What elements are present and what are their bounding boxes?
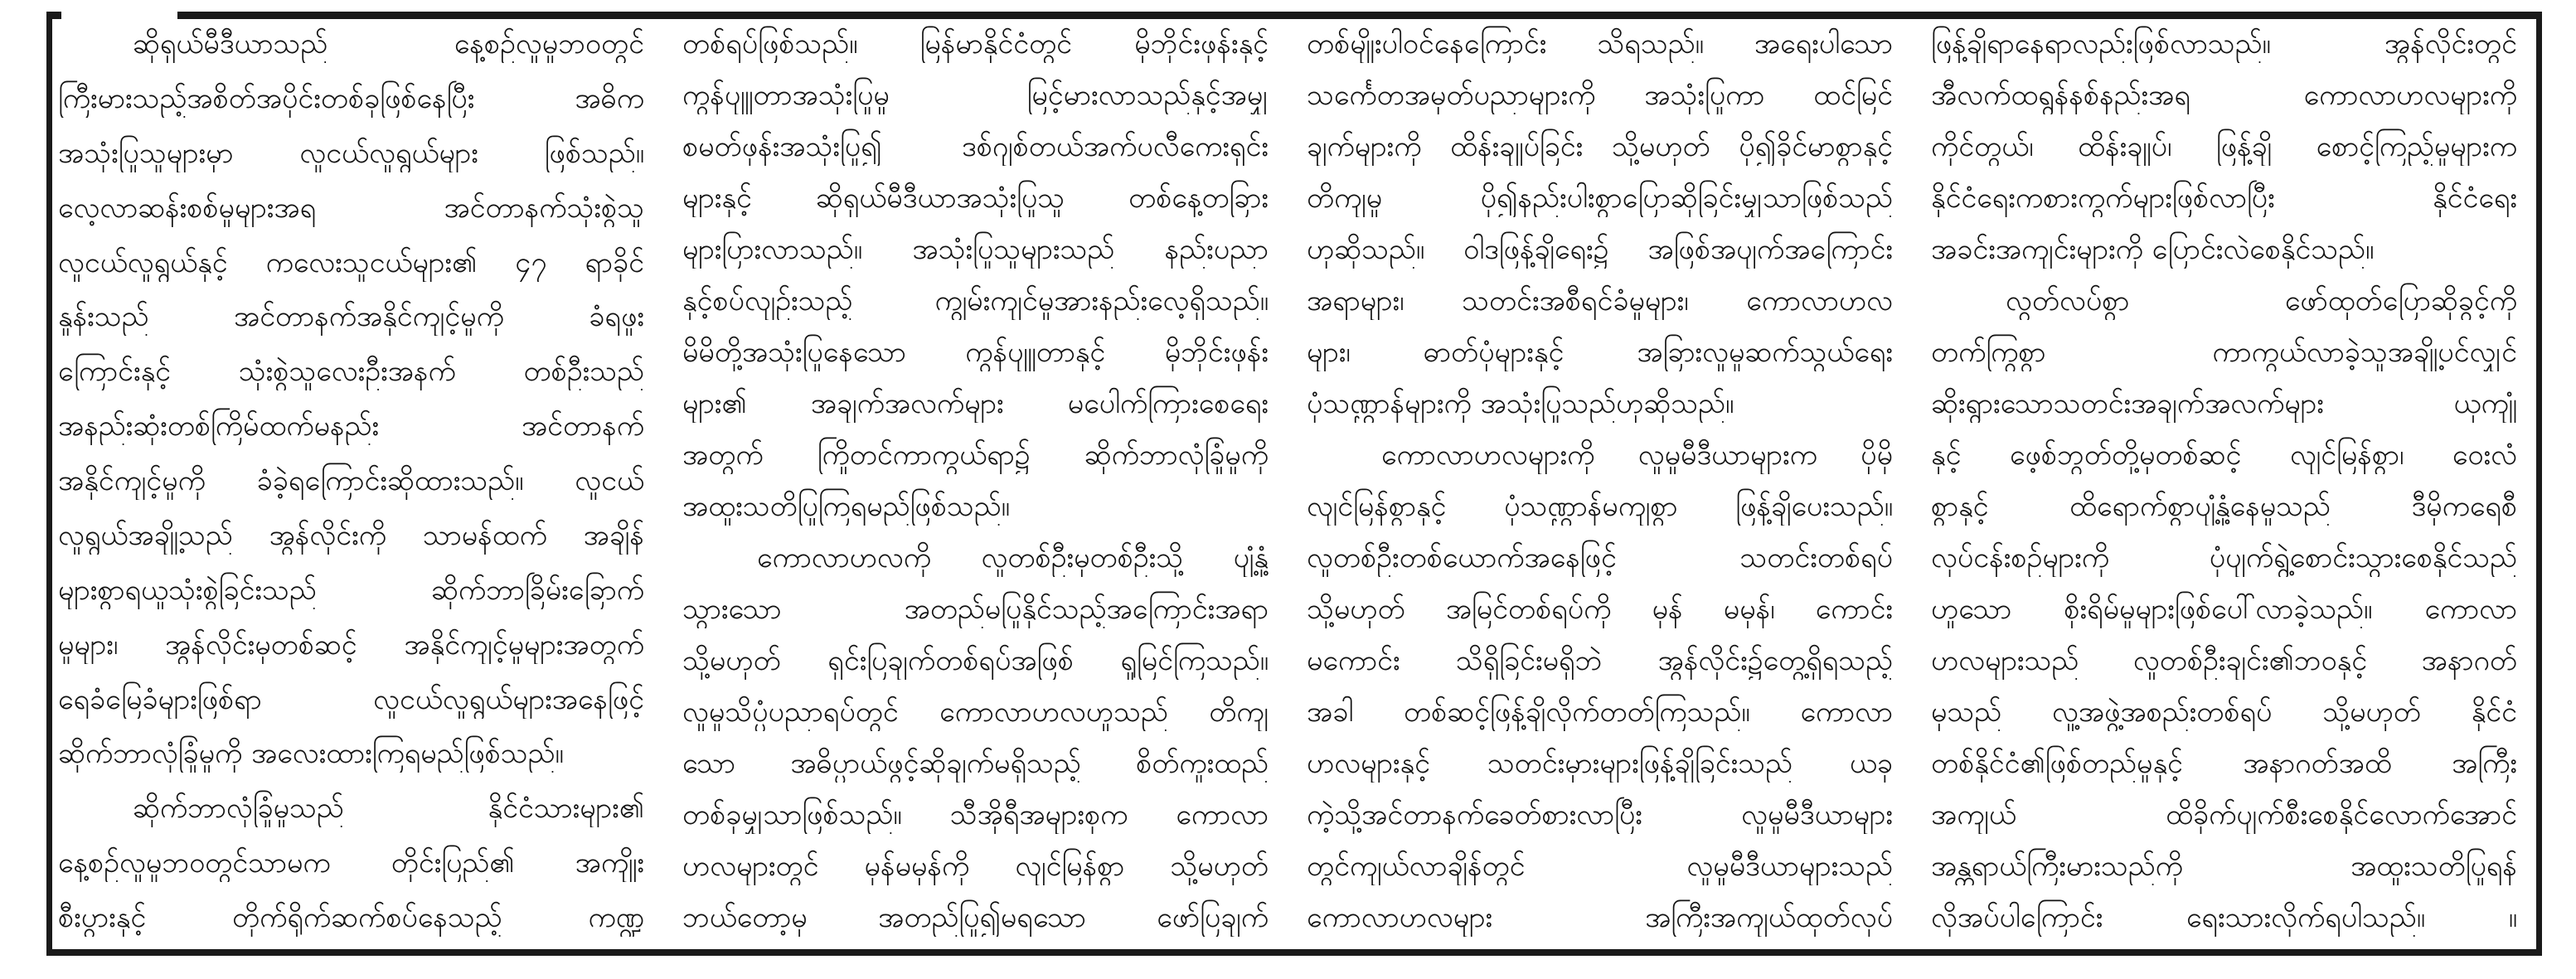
text-line: လွတ်လပ်စွာ ဖော်ထုတ်ပြောဆိုခွင့်ကို [2006, 284, 2517, 317]
text-column-3 [1307, 25, 1893, 937]
text-line: ဟုဆိုသည်။ ဝါဒဖြန့်ချိရေး၌ အဖြစ်အပျက်အကြောင်း [1307, 233, 1893, 266]
text-line: လူမှုသိပ္ပံပညာရပ်တွင် ကောလာဟလဟူသည် တိကျ [682, 695, 1269, 729]
text-line: ဟလများသည် လူတစ်ဦးချင်း၏ဘဝနှင့် အနာဂတ် [1931, 644, 2517, 677]
text-line: မှသည် လူ့အဖွဲ့အစည်းတစ်ရပ် သို့မဟုတ် နိုင်ငံ [1931, 695, 2517, 729]
text-line: ဆိုက်ဘာလုံခြုံမှုကို အလေးထားကြရမည်ဖြစ်သည်။ [58, 737, 564, 771]
text-line: တစ်မျိုးပါဝင်နေကြောင်း သိရသည်။ အရေးပါသော [1307, 27, 1893, 61]
text-line: ဆိုးရွားသောသတင်းအချက်အလက်များ ယုကျုံ [1931, 387, 2517, 420]
text-line: သို့မဟုတ် အမြင်တစ်ရပ်ကို မှန် မမှန်၊ ကောင်း [1307, 593, 1893, 626]
text-line: ဖြန့်ချိရာနေရာလည်းဖြစ်လာသည်။ အွန်လိုင်းတွင် [1931, 27, 2517, 61]
text-line: ချက်များကို ထိန်းချုပ်ခြင်း သို့မဟုတ် ပို၍ခိုင်မာစွာနှင့် [1307, 130, 1893, 163]
text-column-2 [682, 25, 1269, 937]
text-line: ကောလာဟလများ အကြီးအကျယ်ထုတ်လုပ် [1307, 901, 1893, 934]
text-line: ကိုင်တွယ်၊ ထိန်းချုပ်၊ ဖြန့်ချိ စောင့်ကြည့်မှုများက [1931, 130, 2517, 163]
text-line: အရာများ၊ သတင်းအစီရင်ခံမှုများ၊ ကောလာဟလ [1307, 284, 1893, 317]
text-line: များ၊ ဓာတ်ပုံများနှင့် အခြားလူမှုဆက်သွယ်ရေး [1307, 336, 1893, 369]
text-line: တွင်ကျယ်လာချိန်တွင် လူမှုမီဒီယာများသည် [1307, 850, 1893, 883]
text-line: အီလက်ထရွန်နစ်နည်းအရ ကောလာဟလများကို [1931, 79, 2517, 112]
text-line: တစ်ခုမျှသာဖြစ်သည်။ သီအိုရီအများစုက ကောလာ [682, 798, 1269, 831]
text-line: အတွက် ကြိုတင်ကာကွယ်ရာ၌ ဆိုက်ဘာလုံခြုံမှုကို [682, 439, 1269, 472]
text-line: တစ်နိုင်ငံ၏ဖြစ်တည်မှုနှင့် အနာဂတ်အထိ အကြီး [1931, 747, 2517, 780]
text-line: လိုအပ်ပါကြောင်း ရေးသားလိုက်ရပါသည်။ ။ [1931, 901, 2517, 934]
text-line: တိကျမှု ပို၍နည်းပါးစွာပြောဆိုခြင်းမျှသာဖြစ်သည် [1307, 182, 1893, 215]
text-line: အန္တရာယ်ကြီးမားသည်ကို အထူးသတိပြုရန် [1931, 850, 2517, 883]
text-line: များပြားလာသည်။ အသုံးပြုသူများသည် နည်းပညာ [682, 233, 1269, 266]
text-line: လူတစ်ဦးတစ်ယောက်အနေဖြင့် သတင်းတစ်ရပ် [1307, 541, 1893, 574]
text-line: များ၏ အချက်အလက်များ မပေါက်ကြားစေရေး [682, 387, 1269, 420]
text-line: ဟူသော စိုးရိမ်မှုများဖြစ်ပေါ်လာခဲ့သည်။ ကောလာ [1931, 593, 2517, 626]
text-line: နေ့စဉ်လူမှုဘဝတွင်သာမက တိုင်းပြည်၏ အကျိုး [58, 846, 644, 880]
text-line: အခါ တစ်ဆင့်ဖြန့်ချိလိုက်တတ်ကြသည်။ ကောလာ [1307, 695, 1893, 729]
text-line: ဟလများတွင် မှန်မမှန်ကို လျင်မြန်စွာ သို့မဟုတ် [682, 850, 1269, 883]
text-line: ကောလာဟလများကို လူမှုမီဒီယာများက ပိုမို [1381, 439, 1893, 472]
text-line: ရေခံမြေခံများဖြစ်ရာ လူငယ်လူရွယ်များအနေဖြင့် [58, 682, 644, 716]
text-line: လေ့လာဆန်းစစ်မှုများအရ အင်တာနက်သုံးစွဲသူ [58, 191, 644, 225]
text-line: စီးပွားနှင့် တိုက်ရိုက်ဆက်စပ်နေသည့် ကဏ္ဍ [58, 901, 644, 934]
text-line: ဟလများနှင့် သတင်းမှားများဖြန့်ချိခြင်းသည် ယခု [1307, 747, 1893, 780]
text-line: နှင့်စပ်လျဉ်းသည့် ကျွမ်းကျင်မှုအားနည်းလေ့ရှိသည်။ [682, 284, 1269, 317]
text-column-4 [1931, 25, 2517, 937]
text-line: ကဲ့သို့အင်တာနက်ခေတ်စားလာပြီး လူမှုမီဒီယာများ [1307, 798, 1893, 831]
text-line: လျင်မြန်စွာနှင့် ပုံသဏ္ဌာန်မကျစွာ ဖြန့်ချိပေးသည်။ [1307, 490, 1893, 523]
text-line: စမတ်ဖုန်းအသုံးပြု၍ ဒစ်ဂျစ်တယ်အက်ပလီကေးရှင်း [682, 130, 1269, 163]
text-line: မှုများ၊ အွန်လိုင်းမှတစ်ဆင့် အနိုင်ကျင့်မှုများအတွက် [58, 628, 644, 662]
text-line: မကောင်း သိရှိခြင်းမရှိဘဲ အွန်လိုင်း၌တွေ့ရှိရသည့် [1307, 644, 1893, 677]
text-line: အနည်းဆုံးတစ်ကြိမ်ထက်မနည်း အင်တာနက် [58, 410, 644, 443]
text-line: ကြီးမားသည့်အစိတ်အပိုင်းတစ်ခုဖြစ်နေပြီး အဓိက [58, 81, 644, 115]
text-line: သင်္ကေတအမှတ်ပညာများကို အသုံးပြုကာ ထင်မြင် [1307, 79, 1893, 112]
text-line: အကျယ် ထိခိုက်ပျက်စီးစေနိုင်လောက်အောင် [1931, 798, 2517, 831]
text-line: လူငယ်လူရွယ်နှင့် ကလေးသူငယ်များ၏ ၄၇ ရာခိုင် [58, 245, 644, 279]
text-line: ကောလာဟလကို လူတစ်ဦးမှတစ်ဦးသို့ ပျံ့နှံ့ [757, 541, 1269, 574]
text-line: နှင့် ဖေ့စ်ဘွတ်တို့မှတစ်ဆင့် လျင်မြန်စွာ၊ ဝေးလံ [1931, 439, 2517, 472]
text-line: ကြောင်းနှင့် သုံးစွဲသူလေးဦးအနက် တစ်ဦးသည် [58, 355, 644, 389]
text-column-1 [58, 25, 644, 937]
text-line: ပုံသဏ္ဌာန်များကို အသုံးပြုသည်ဟုဆိုသည်။ [1307, 387, 1734, 420]
text-line: စွာနှင့် ထိရောက်စွာပျံ့နှံ့နေမှုသည် ဒီမိုကရေစီ [1931, 490, 2517, 523]
text-line: အသုံးပြုသူများမှာ လူငယ်လူရွယ်များ ဖြစ်သည်။ [58, 136, 644, 170]
text-line: များစွာရယူသုံးစွဲခြင်းသည် ဆိုက်ဘာခြိမ်းခြောက် [58, 573, 644, 607]
text-line: အနိုင်ကျင့်မှုကို ခံခဲ့ရကြောင်းဆိုထားသည်။ လူငယ် [58, 464, 644, 497]
text-line: အခင်းအကျင်းများကို ပြောင်းလဲစေနိုင်သည်။ [1931, 233, 2375, 266]
text-line: လုပ်ငန်းစဉ်များကို ပုံပျက်ရွဲ့စောင်းသွားစေနိုင်သည် [1931, 541, 2517, 574]
text-line: တစ်ရပ်ဖြစ်သည်။ မြန်မာနိုင်ငံတွင် မိုဘိုင်းဖုန်းနှင့် [682, 27, 1269, 61]
article-body [58, 25, 2517, 937]
text-line: လူရွယ်အချို့သည် အွန်လိုင်းကို သာမန်ထက် အချိန် [58, 518, 644, 552]
text-line: နိုင်ငံရေးကစားကွက်များဖြစ်လာပြီး နိုင်ငံရေး [1931, 182, 2517, 215]
text-line: တက်ကြွစွာ ကာကွယ်လာခဲ့သူအချို့ပင်လျှင် [1931, 336, 2517, 369]
text-line: သော အဓိပ္ပာယ်ဖွင့်ဆိုချက်မရှိသည့် စိတ်ကူးထည် [682, 747, 1269, 780]
text-line: ဆိုက်ဘာလုံခြုံမှုသည် နိုင်ငံသားများ၏ [133, 792, 644, 826]
text-line: မိမိတို့အသုံးပြုနေသော ကွန်ပျူတာနှင့် မိုဘိုင်းဖုန်း [682, 336, 1269, 369]
text-line: နှုန်းသည် အင်တာနက်အနိုင်ကျင့်မှုကို ခံရဖူး [58, 300, 644, 334]
text-line: ဆိုရှယ်မီဒီယာသည် နေ့စဉ်လူမှုဘဝတွင် [133, 27, 644, 61]
text-line: ဘယ်တော့မှ အတည်ပြု၍မရသော ဖော်ပြချက် [682, 901, 1269, 934]
text-line: သွားသော အတည်မပြုနိုင်သည့်အကြောင်းအရာ [682, 593, 1269, 626]
text-line: အထူးသတိပြုကြရမည်ဖြစ်သည်။ [682, 490, 1010, 523]
text-line: သို့မဟုတ် ရှင်းပြချက်တစ်ရပ်အဖြစ် ရှုမြင်ကြသည်။ [682, 644, 1269, 677]
text-line: များနှင့် ဆိုရှယ်မီဒီယာအသုံးပြုသူ တစ်နေ့တခြား [682, 182, 1269, 215]
text-line: ကွန်ပျူတာအသုံးပြုမှု မြင့်မားလာသည်နှင့်အမျှ [682, 79, 1269, 112]
